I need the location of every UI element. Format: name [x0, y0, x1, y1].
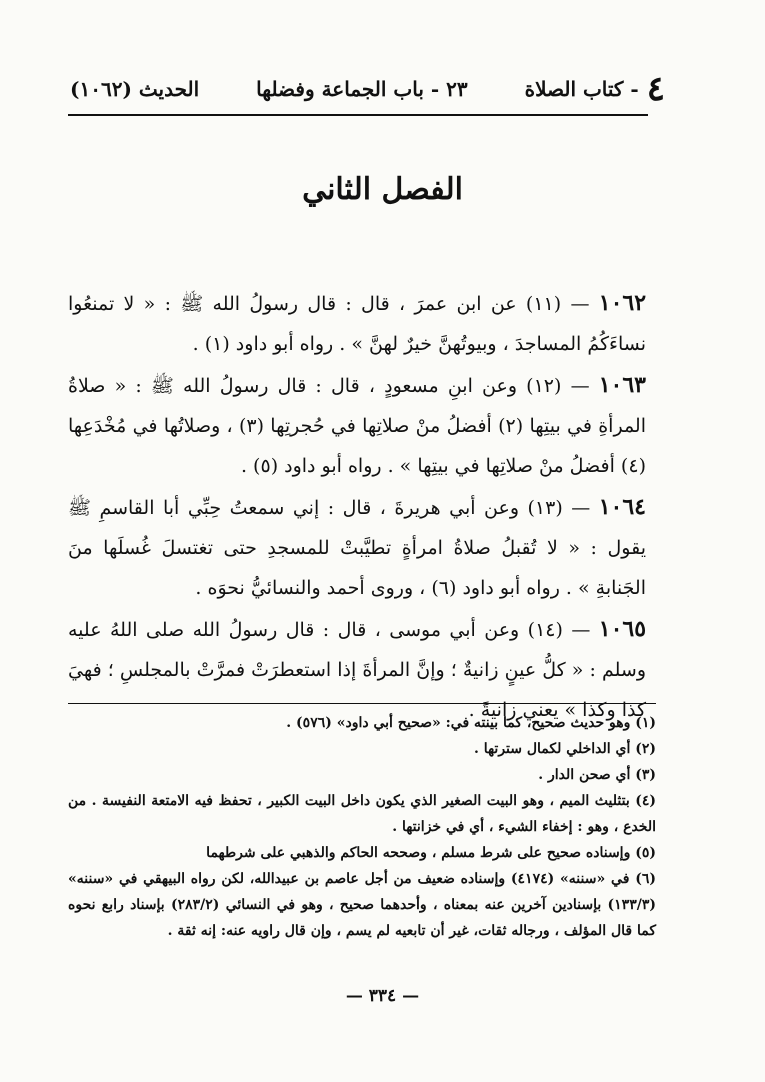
footnote: (٢) أي الداخلي لكمال سترتها . — [473, 741, 656, 757]
hadith-reference: الحديث (١٠٦٢) — [70, 77, 200, 101]
hadith-number: ١٠٦٥ — [598, 616, 647, 642]
chapter-number: ٤ — [646, 69, 665, 109]
running-header — [70, 69, 665, 109]
hadith-text: — (١١) عن ابن عمرَ ، قال : قال رسولُ الله ﷺ : « لا تمنعُوا نساءَكُمُ المساجدَ ، وبيوتُهنَّ خيرٌ لهنَّ » . رواه أبو داود (١) . — [68, 293, 646, 355]
section-title: الفصل الثاني — [302, 172, 463, 207]
hadith-number: ١٠٦٤ — [598, 494, 646, 520]
hadith-paragraph — [68, 487, 646, 608]
header-divider — [68, 114, 648, 116]
footnote: (٤) بتثليث الميم ، وهو البيت الصغير الذي يكون داخل البيت الكبير ، تحفظ فيه الامتعة النفيسة . من الخدع ، وهو : إخفاء الشيء ، أي في خزانتها . — [68, 793, 656, 835]
hadith-number: ١٠٦٣ — [598, 372, 646, 398]
page-number: — ٣٣٤ — — [345, 986, 420, 1006]
hadith-number: ١٠٦٢ — [598, 290, 647, 316]
section-label: ٢٣ - باب الجماعة وفضلها — [256, 77, 468, 101]
footnote: (٥) وإسناده صحيح على شرط مسلم ، وصححه الحاكم والذهبي على شرطهما — [206, 845, 656, 861]
footnote: (٦) في «سننه» (٤١٧٤) وإسناده ضعيف من أجل عاصم بن عبيدالله، لكن رواه البيهقي في «سننه» (١٣٣/٣) بإسنادين آخرين عنه بمعناه ، وأحدهما صحيح ، وهو في النسائي (٢٨٣/٢) بإسناد رابع نحوه كما قال المؤلف ، ورجاله ثقات، غير أن تابعيه لم يسم ، وإن قال راويه عنه: إنه ثقة . — [68, 871, 656, 939]
hadith-paragraph — [68, 365, 646, 486]
hadith-paragraph — [68, 283, 646, 364]
hadith-text: — (١٣) وعن أبي هريرةَ ، قال : إني سمعتُ حِبِّي أبا القاسمِ ﷺ يقول : « لا تُقبلُ صلاةُ امرأةٍ تطيَّبتْ للمسجدِ حتى تغتسلَ غُسلَها منَ الجَنابةِ » . رواه أبو داود (٦) ، وروى أحمد والنسائيُّ نحوَه . — [68, 497, 646, 599]
footnote: (٣) أي صحن الدار . — [538, 767, 656, 783]
chapter-title: - كتاب الصلاة — [524, 77, 639, 101]
footnote-divider — [68, 703, 656, 704]
hadith-text: — (١٢) وعن ابنِ مسعودٍ ، قال : قال رسولُ الله ﷺ : « صلاةُ المرأةِ في بيتِها (٢) أفضلُ منْ صلاتِها في حُجرتِها (٣) ، وصلاتُها في مُخْدَعِها (٤) أفضلُ منْ صلاتِها في بيتِها » . رواه أبو داود (٥) . — [68, 375, 646, 477]
footnotes — [68, 710, 656, 944]
chapter-label — [524, 69, 665, 109]
hadith-text: — (١٤) وعن أبي موسى ، قال : قال رسولُ الله صلى اللهُ عليه وسلم : « كلُّ عينٍ زانيةٌ ؛ وإنَّ المرأةَ إذا استعطرَتْ فمرَّتْ بالمجلسِ ؛ فهيَ كذا وكذا » يعني زانيةً . — [68, 619, 646, 721]
footnote: (١) وهو حديث صحيح، كما بينته في: «صحيح أبي داود» (٥٧٦) . — [286, 715, 656, 731]
